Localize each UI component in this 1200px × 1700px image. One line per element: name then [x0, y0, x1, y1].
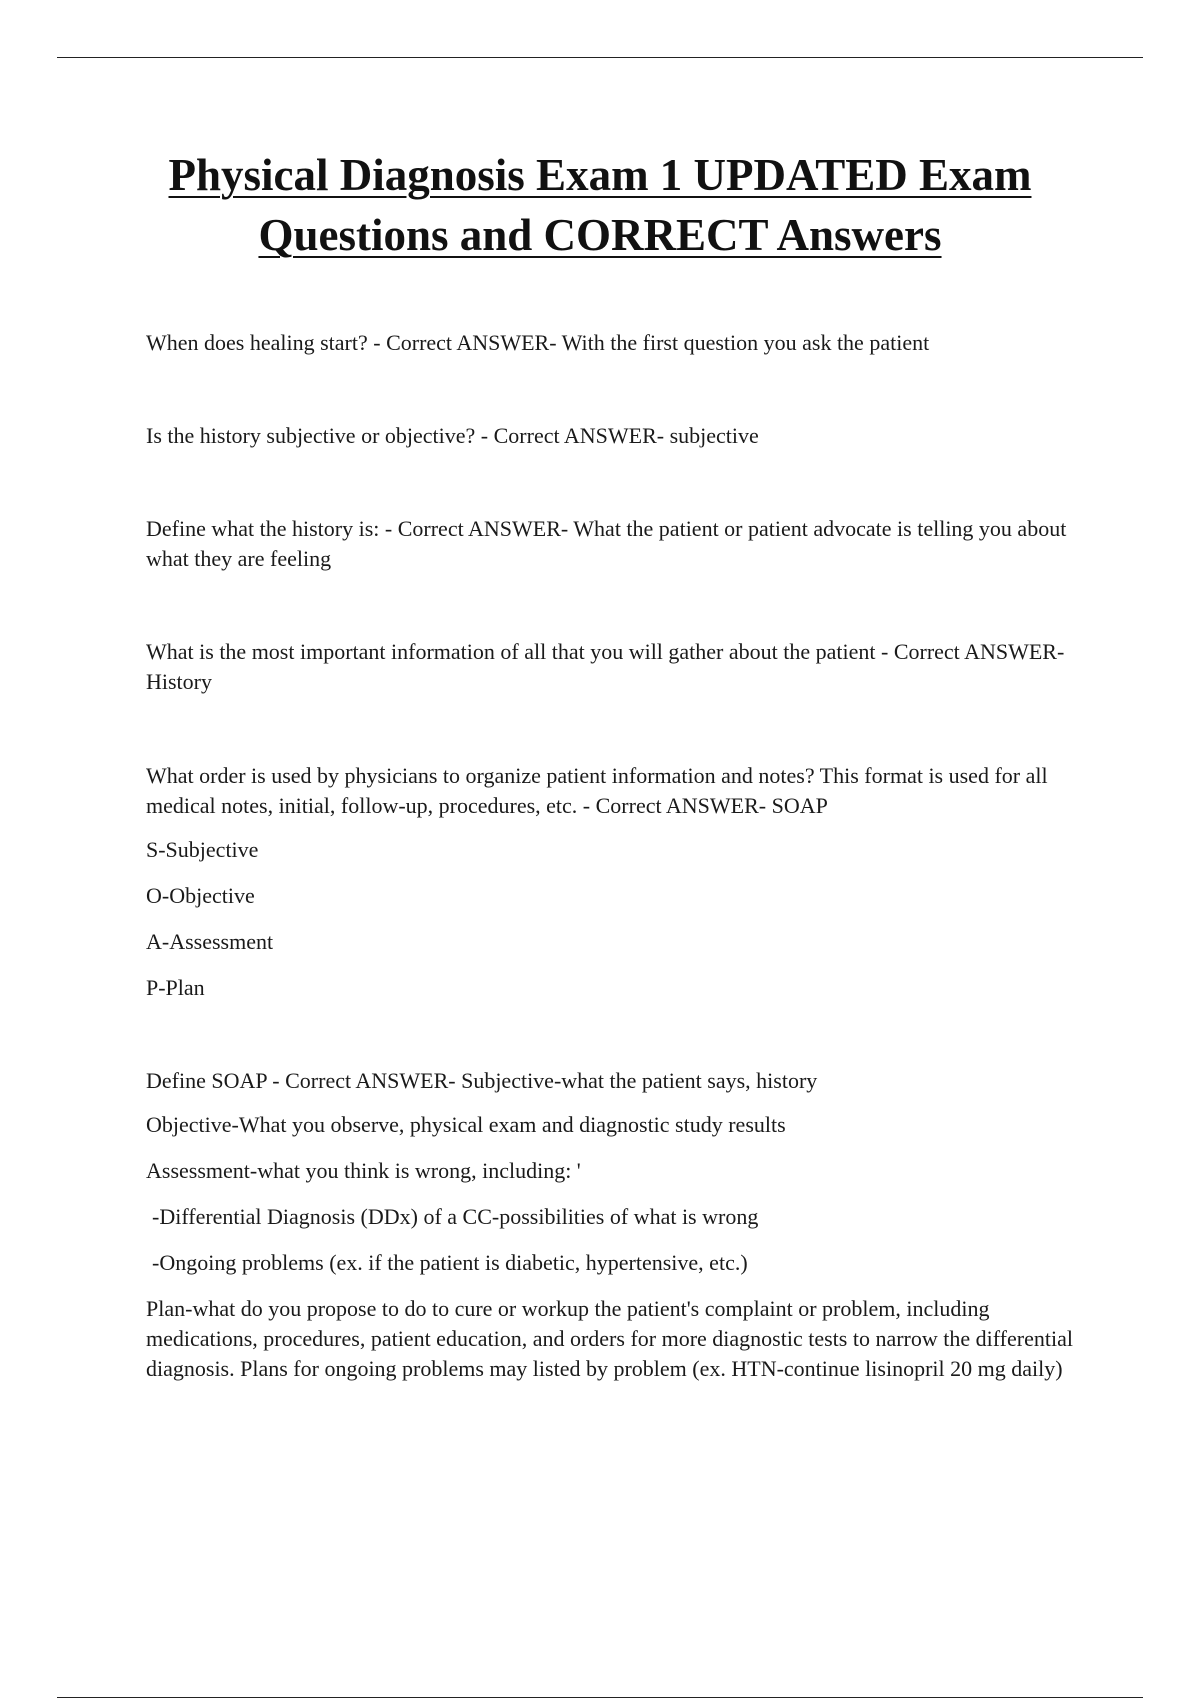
title-line-1: Physical Diagnosis Exam 1 UPDATED Exam: [168, 150, 1032, 200]
qa-item-6-question: Define SOAP - Correct ANSWER- Subjective-what the patient says, history: [146, 1068, 818, 1093]
qa-item-5-question: What order is used by physicians to organize patient information and notes? This format is used for all medical notes, initial, follow-up, procedures, etc. - Correct ANSWER- SOAP: [146, 763, 1048, 818]
soap-objective-line: Objective-What you observe, physical exam and diagnostic study results: [146, 1112, 786, 1137]
soap-line-s: S-Subjective: [146, 837, 259, 862]
soap-ddx-line: -Differential Diagnosis (DDx) of a CC-possibilities of what is wrong: [152, 1204, 759, 1229]
qa-item-5: [146, 761, 1081, 1003]
qa-item-3: Define what the history is: - Correct ANSWER- What the patient or patient advocate is telling you about what they are feeling: [146, 516, 1067, 571]
document-title: [100, 145, 1100, 265]
qa-content: [146, 328, 1081, 1384]
bottom-rule: [57, 1697, 1143, 1698]
qa-item-4: What is the most important information of all that you will gather about the patient - Correct ANSWER- History: [146, 639, 1065, 694]
soap-plan-line: Plan-what do you propose to do to cure or workup the patient's complaint or problem, including medications, procedures, patient education, and orders for more diagnostic tests to narrow the differential diagnosis. Plans for ongoing problems may listed by problem (ex. HTN-continue lisinopril 20 mg daily): [146, 1296, 1073, 1381]
qa-item-1: When does healing start? - Correct ANSWER- With the first question you ask the patient: [146, 330, 930, 355]
soap-line-o: O-Objective: [146, 883, 255, 908]
title-line-2: Questions and CORRECT Answers: [258, 210, 942, 260]
soap-line-p: P-Plan: [146, 975, 205, 1000]
qa-item-2: Is the history subjective or objective? - Correct ANSWER- subjective: [146, 423, 759, 448]
soap-ongoing-line: -Ongoing problems (ex. if the patient is diabetic, hypertensive, etc.): [152, 1250, 748, 1275]
soap-line-a: A-Assessment: [146, 929, 274, 954]
qa-item-6: [146, 1066, 1081, 1384]
top-rule: [57, 57, 1143, 58]
soap-assessment-line: Assessment-what you think is wrong, including: ': [146, 1158, 581, 1183]
